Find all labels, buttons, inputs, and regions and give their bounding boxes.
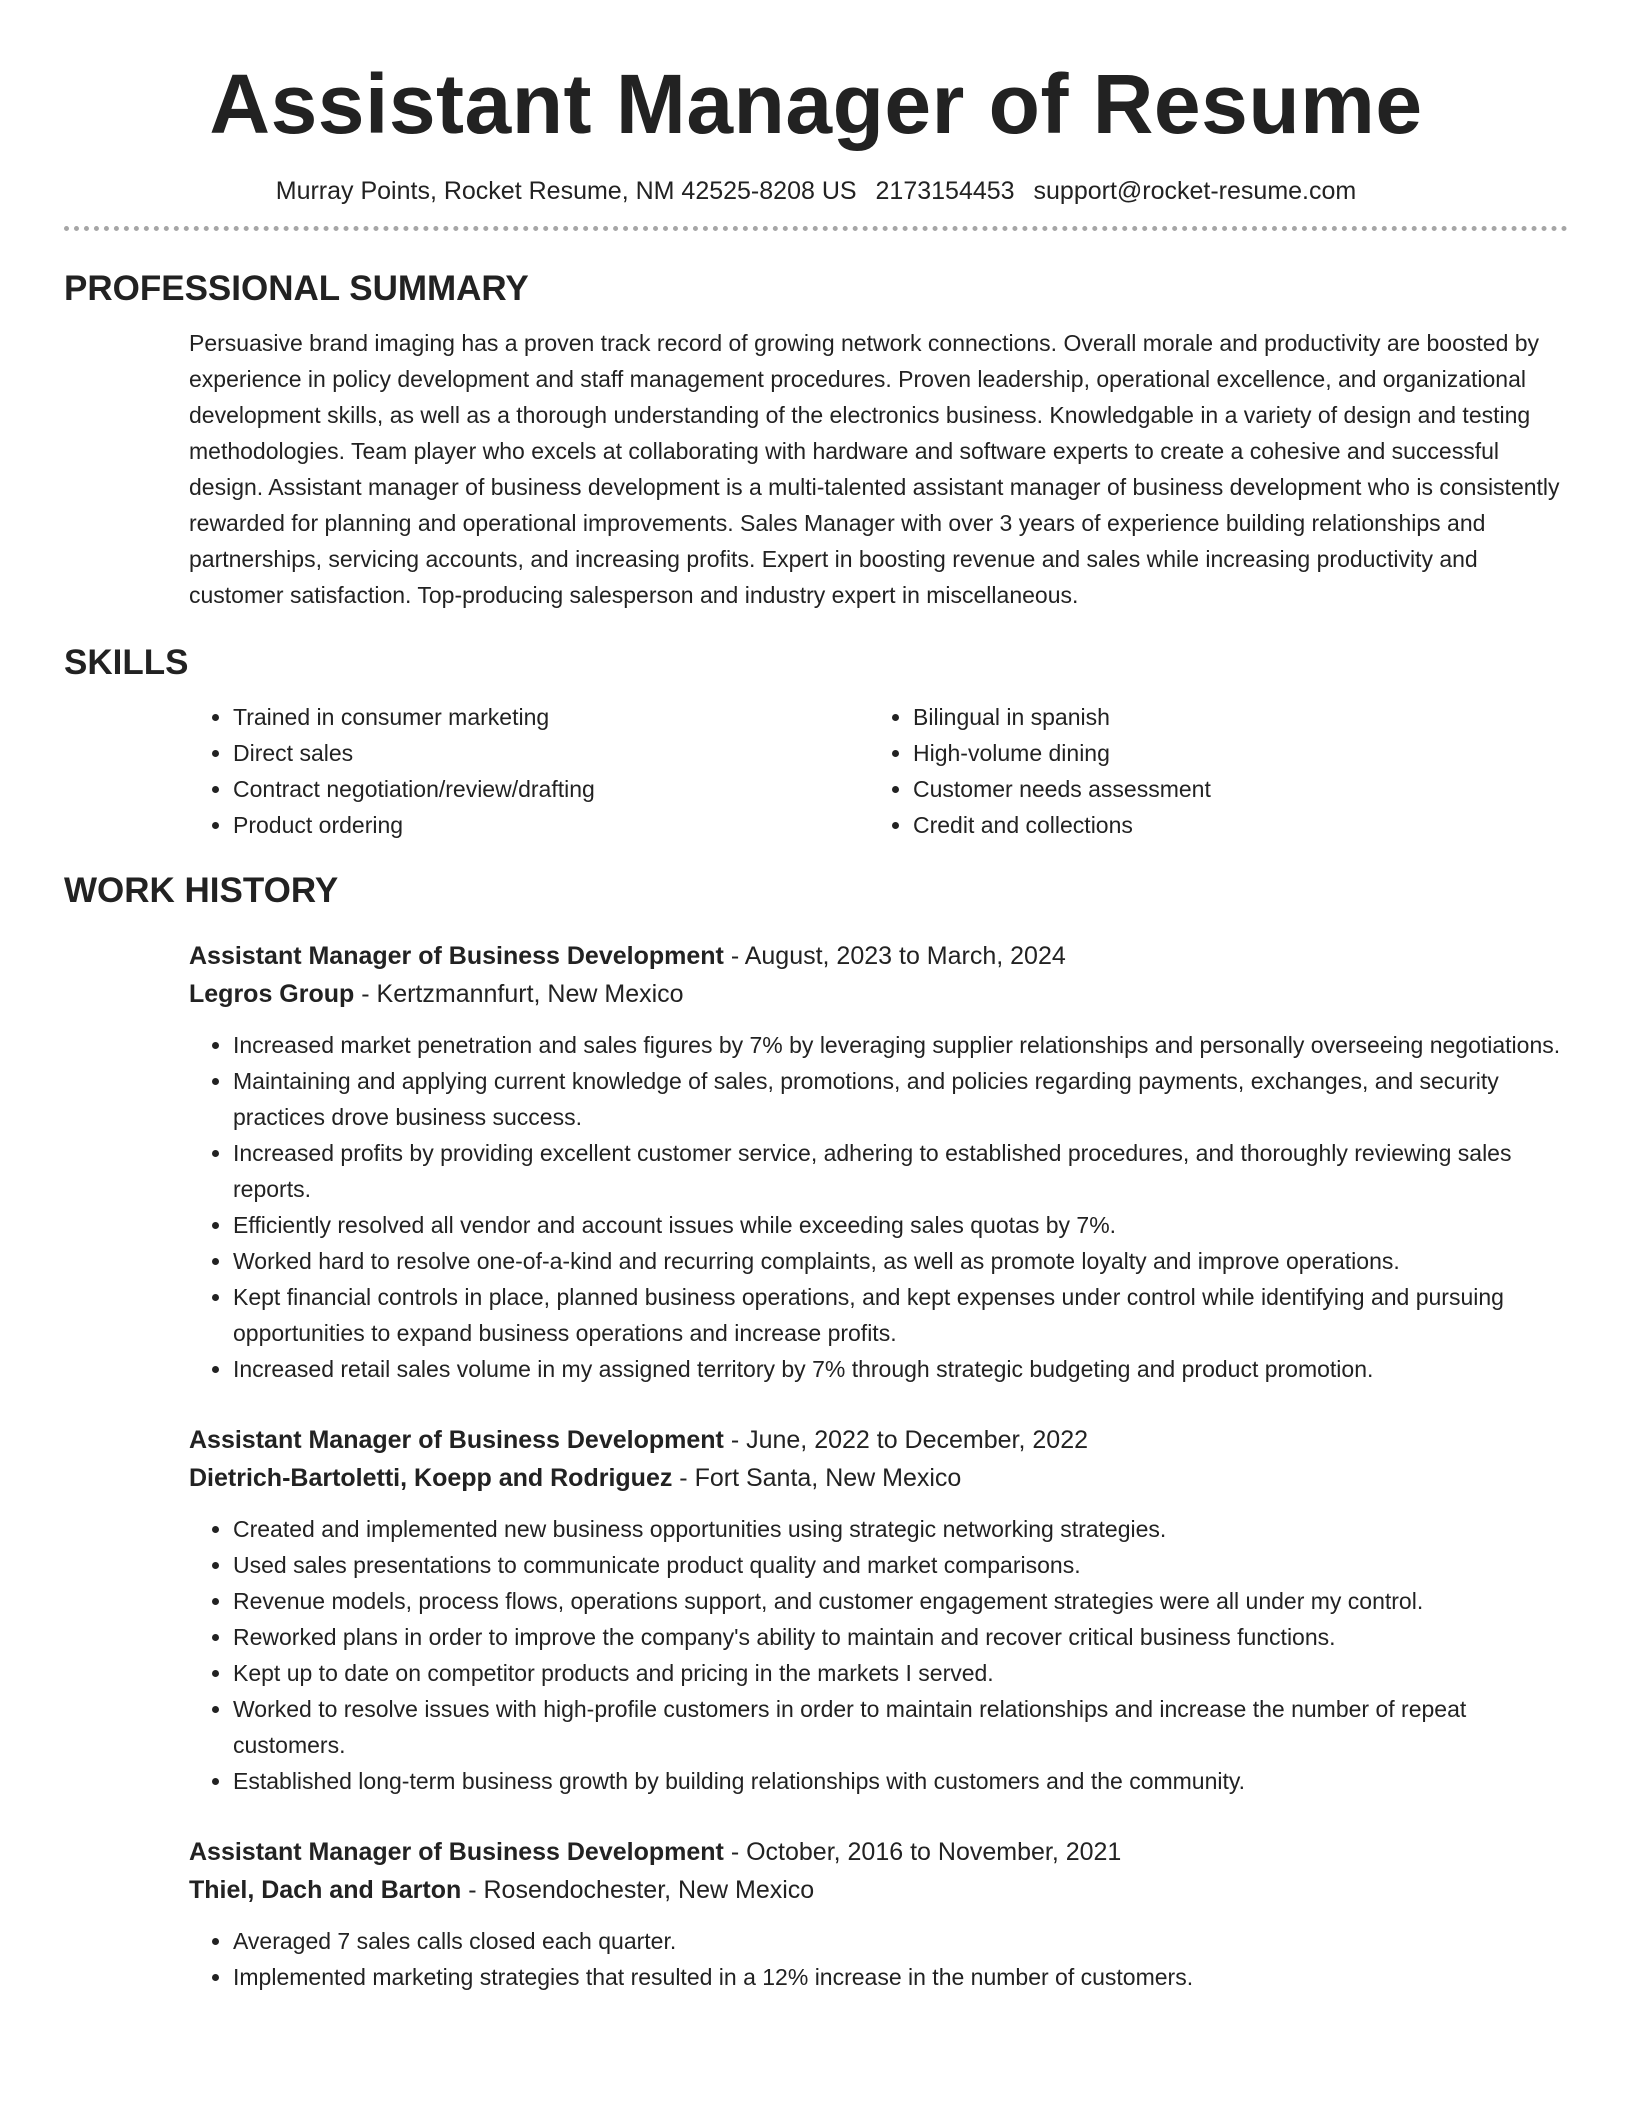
job-bullets bbox=[189, 1027, 1568, 1387]
job-role: Assistant Manager of Business Development bbox=[189, 942, 724, 970]
job-bullets bbox=[189, 1511, 1568, 1799]
job-location: - Rosendochester, New Mexico bbox=[461, 1876, 815, 1904]
contact-email: support@rocket-resume.com bbox=[1033, 177, 1357, 205]
job-role: Assistant Manager of Business Development bbox=[189, 1838, 724, 1866]
job-bullets bbox=[189, 1923, 1568, 1995]
skills-column-left bbox=[189, 699, 869, 843]
job-role: Assistant Manager of Business Development bbox=[189, 1426, 724, 1454]
job-bullet: • Maintaining and applying current knowledge of sales, promotions, and policies regarding payments, exchanges, and security practices drove business success. bbox=[233, 1063, 1568, 1135]
contact-phone: 2173154453 bbox=[875, 177, 1015, 205]
skills-list bbox=[189, 699, 1568, 843]
job-location: - Kertzmannfurt, New Mexico bbox=[354, 980, 684, 1008]
job-company: Dietrich-Bartoletti, Koepp and Rodriguez bbox=[189, 1464, 673, 1492]
job-company-line bbox=[189, 975, 1568, 1013]
job-company-line bbox=[189, 1871, 1568, 1909]
job-bullet: • Efficiently resolved all vendor and account issues while exceeding sales quotas by 7%. bbox=[233, 1207, 1568, 1243]
job-bullet: • Reworked plans in order to improve the company's ability to maintain and recover critical business functions. bbox=[233, 1619, 1568, 1655]
job-bullet: • Increased retail sales volume in my assigned territory by 7% through strategic budgeting and product promotion. bbox=[233, 1351, 1568, 1387]
job-bullet: • Implemented marketing strategies that resulted in a 12% increase in the number of customers. bbox=[233, 1959, 1568, 1995]
job-bullet: • Revenue models, process flows, operations support, and customer engagement strategies were all under my control. bbox=[233, 1583, 1568, 1619]
job-bullet: • Established long-term business growth by building relationships with customers and the community. bbox=[233, 1763, 1568, 1799]
skill-item: • Direct sales bbox=[233, 735, 869, 771]
job-bullet: • Worked hard to resolve one-of-a-kind and recurring complaints, as well as promote loyalty and improve operations. bbox=[233, 1243, 1568, 1279]
skills-heading: SKILLS bbox=[64, 643, 189, 682]
skills-column-right bbox=[869, 699, 1549, 843]
skill-item: • Contract negotiation/review/drafting bbox=[233, 771, 869, 807]
job-company: Thiel, Dach and Barton bbox=[189, 1876, 462, 1904]
job-company-line bbox=[189, 1459, 1568, 1497]
skill-item: • Trained in consumer marketing bbox=[233, 699, 869, 735]
skill-item: • Bilingual in spanish bbox=[913, 699, 1549, 735]
contact-address: Murray Points, Rocket Resume, NM 42525-8208 US bbox=[275, 177, 857, 205]
job-bullet: • Averaged 7 sales calls closed each quarter. bbox=[233, 1923, 1568, 1959]
job-company: Legros Group bbox=[189, 980, 355, 1008]
job-role-line bbox=[189, 1833, 1568, 1871]
job-location: - Fort Santa, New Mexico bbox=[672, 1464, 962, 1492]
contact-line bbox=[64, 174, 1568, 208]
skill-item: • High-volume dining bbox=[913, 735, 1549, 771]
summary-text: Persuasive brand imaging has a proven track record of growing network connections. Overall morale and productivity are boosted by experience in policy development and staff management procedures. Proven leadership, operational excellence, and organizational development skills, as well as a thorough understanding of the electronics business. Knowledgable in a variety of design and testing methodologies. Team player who excels at collaborating with hardware and software experts to create a cohesive and successful design. Assistant manager of business development is a multi-talented assistant manager of business development who is consistently rewarded for planning and operational improvements. Sales Manager with over 3 years of experience building relationships and partnerships, servicing accounts, and increasing profits. Expert in boosting revenue and sales while increasing productivity and customer satisfaction. Top-producing salesperson and industry expert in miscellaneous. bbox=[189, 330, 1560, 608]
job-dates: - June, 2022 to December, 2022 bbox=[723, 1426, 1088, 1454]
job-entry bbox=[189, 1833, 1568, 1995]
job-dates: - August, 2023 to March, 2024 bbox=[723, 942, 1066, 970]
job-bullet: • Kept financial controls in place, planned business operations, and kept expenses under control while identifying and pursuing opportunities to expand business operations and increase profits. bbox=[233, 1279, 1568, 1351]
job-dates: - October, 2016 to November, 2021 bbox=[723, 1838, 1122, 1866]
skill-item: • Credit and collections bbox=[913, 807, 1549, 843]
job-role-line bbox=[189, 1421, 1568, 1459]
resume-name: Assistant Manager of Resume bbox=[209, 57, 1423, 151]
summary-heading: PROFESSIONAL SUMMARY bbox=[64, 269, 529, 308]
work-history-heading: WORK HISTORY bbox=[64, 871, 339, 910]
job-entry bbox=[189, 1421, 1568, 1799]
job-bullet: • Used sales presentations to communicate product quality and market comparisons. bbox=[233, 1547, 1568, 1583]
job-bullet: • Created and implemented new business opportunities using strategic networking strategies. bbox=[233, 1511, 1568, 1547]
skill-item: • Customer needs assessment bbox=[913, 771, 1549, 807]
job-role-line bbox=[189, 937, 1568, 975]
header-divider bbox=[64, 226, 1568, 231]
job-bullet: • Increased market penetration and sales figures by 7% by leveraging supplier relationships and personally overseeing negotiations. bbox=[233, 1027, 1568, 1063]
job-entry bbox=[189, 937, 1568, 1387]
job-bullet: • Worked to resolve issues with high-profile customers in order to maintain relationships and increase the number of repeat customers. bbox=[233, 1691, 1568, 1763]
job-bullet: • Increased profits by providing excellent customer service, adhering to established procedures, and thoroughly reviewing sales reports. bbox=[233, 1135, 1568, 1207]
skill-item: • Product ordering bbox=[233, 807, 869, 843]
job-bullet: • Kept up to date on competitor products and pricing in the markets I served. bbox=[233, 1655, 1568, 1691]
